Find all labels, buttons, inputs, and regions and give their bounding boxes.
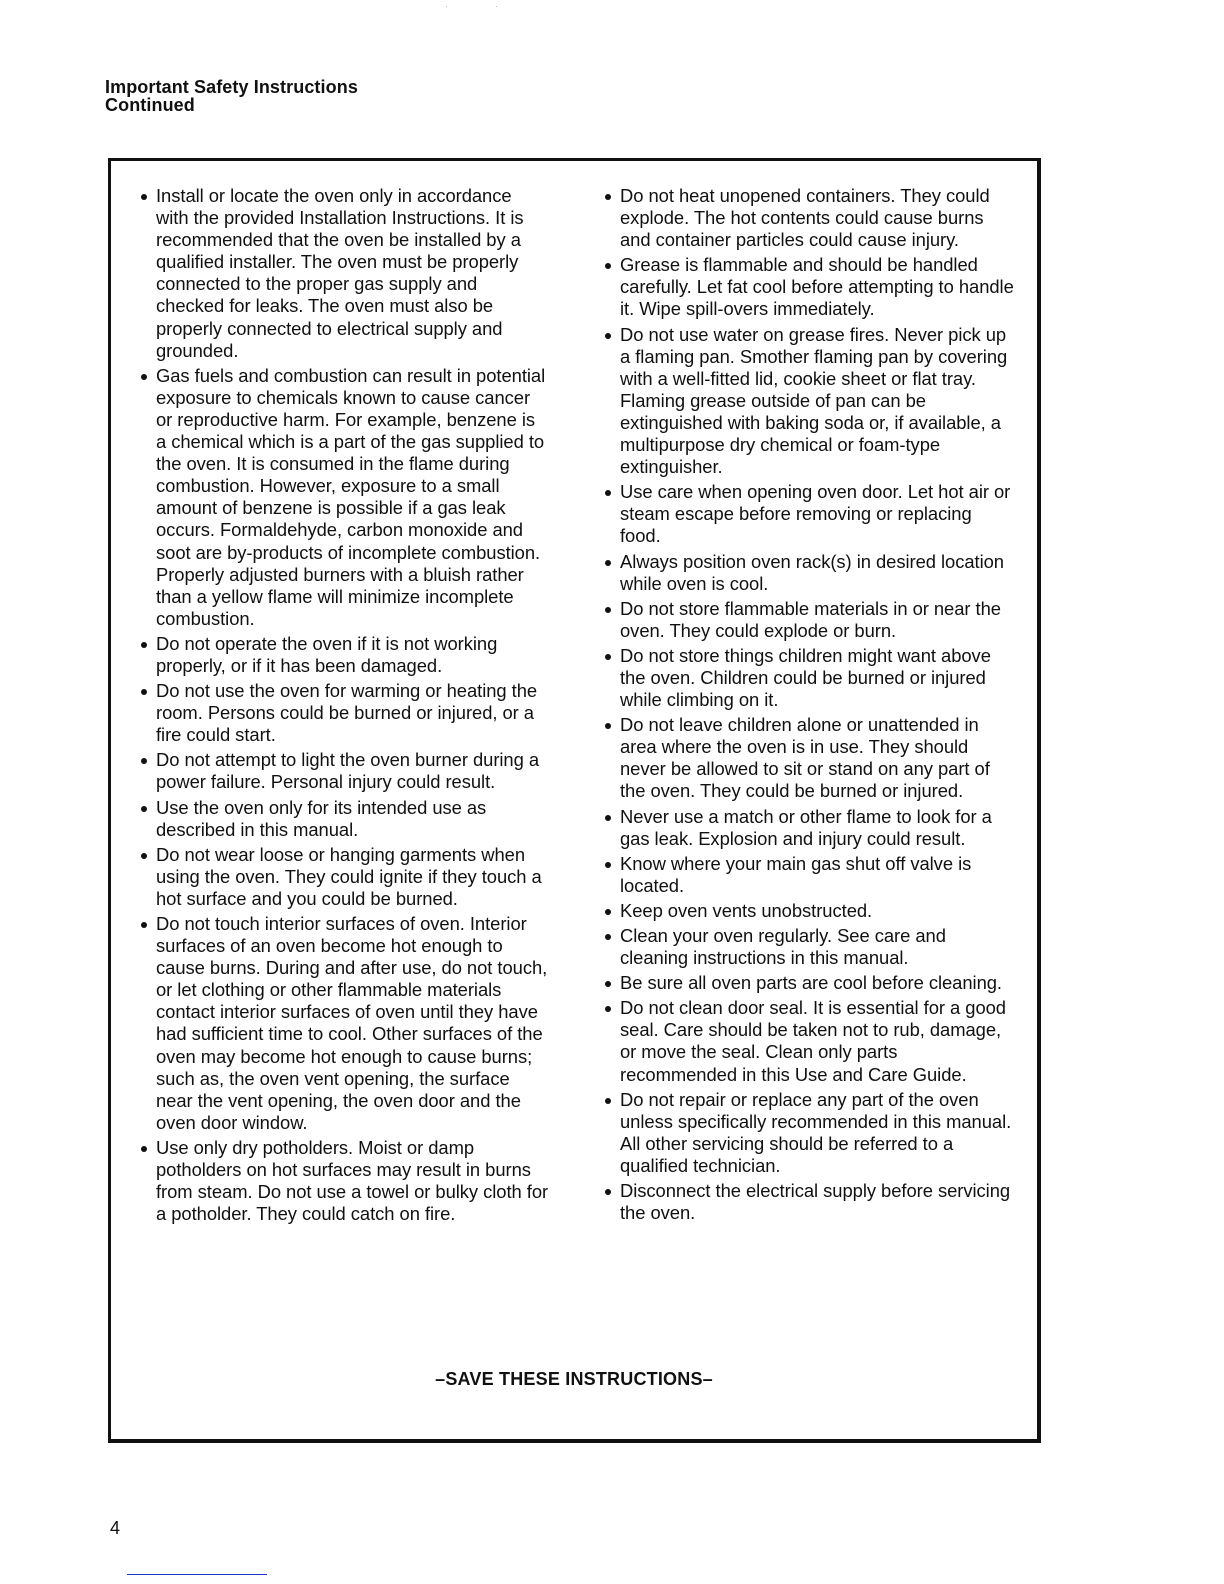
bullet-icon <box>605 862 611 868</box>
safety-bullet-item <box>603 714 1015 802</box>
bullet-icon <box>141 853 147 859</box>
scan-speck <box>446 6 447 7</box>
bullet-icon <box>141 758 147 764</box>
bullet-text: Grease is flammable and should be handled carefully. Let fat cool before attempting to handle it. Wipe spill-overs immediately. <box>620 254 1014 320</box>
bullet-text: Disconnect the electrical supply before servicing the oven. <box>620 1180 1011 1224</box>
safety-bullet-item <box>603 324 1015 479</box>
bullet-icon <box>605 194 611 200</box>
bullet-text: Clean your oven regularly. See care and cleaning instructions in this manual. <box>620 925 946 969</box>
safety-bullet-item <box>603 806 1015 850</box>
bullet-icon <box>605 654 611 660</box>
safety-bullet-item <box>603 925 1015 969</box>
safety-bullet-item <box>139 633 549 677</box>
page-header <box>105 78 358 114</box>
bullet-icon <box>605 1189 611 1195</box>
bullet-text: Do not store things children might want above the oven. Children could be burned or injured while climbing on it. <box>620 644 991 711</box>
safety-bullet-item <box>139 365 549 630</box>
safety-bullet-item <box>603 645 1015 711</box>
bullet-icon <box>605 1098 611 1104</box>
safety-bullet-item <box>139 844 549 910</box>
safety-bullet-item <box>603 551 1015 595</box>
bullet-text: Do not use the oven for warming or heating the room. Persons could be burned or injured, or a fire could start. <box>156 680 538 746</box>
bullet-text: Know where your main gas shut off valve is located. <box>620 852 972 896</box>
bullet-text: Do not repair or replace any part of the oven unless specifically recommended in this manual. All other servicing should be referred to a qualified technician. <box>620 1088 1012 1176</box>
bullet-text: Do not attempt to light the oven burner during a power failure. Personal injury could result. <box>156 749 540 793</box>
scan-speck <box>496 6 497 7</box>
safety-bullet-item <box>603 185 1015 251</box>
bullet-text: Do not use water on grease fires. Never pick up a flaming pan. Smother flaming pan by covering with a well-fitted lid, cookie sheet or flat tray. Flaming grease outside of pan can be extinguished with baking soda or, if available, a multipurpose dry chemical or foam-type extinguisher. <box>620 323 1008 478</box>
safety-bullet-item <box>603 972 1015 994</box>
safety-bullet-item <box>603 1180 1015 1224</box>
safety-bullet-item <box>139 749 549 793</box>
bullet-text: Be sure all oven parts are cool before cleaning. <box>620 972 1002 994</box>
bullet-text: Gas fuels and combustion can result in potential exposure to chemicals known to cause cancer or reproductive harm. For example, benzene is a chemical which is a part of the gas supplied to the oven. It is consumed in the flame during combustion. However, exposure to a small amount of benzene is possible if a gas leak occurs. Formaldehyde, carbon monoxide and soot are by-products of incomplete combustion. Properly adjusted burners with a bluish rather than a yellow flame will minimize incomplete combustion. <box>156 364 546 629</box>
left-column <box>139 185 549 1228</box>
safety-bullet-item <box>603 598 1015 642</box>
safety-bullet-item <box>603 900 1015 922</box>
safety-bullet-item <box>603 1089 1015 1177</box>
safety-bullet-item <box>603 481 1015 547</box>
bullet-text: Do not operate the oven if it is not working properly, or if it has been damaged. <box>156 632 498 676</box>
safety-bullet-item <box>139 185 549 362</box>
safety-bullet-item <box>603 997 1015 1085</box>
bullet-icon <box>605 560 611 566</box>
bullet-icon <box>141 922 147 928</box>
safety-bullet-item <box>603 254 1015 320</box>
bullet-text: Never use a match or other flame to look for a gas leak. Explosion and injury could result. <box>620 805 992 849</box>
section-title: Important Safety Instructions <box>105 77 358 97</box>
save-instructions-note: –SAVE THESE INSTRUCTIONS– <box>435 1369 713 1389</box>
bullet-text: Always position oven rack(s) in desired location while oven is cool. <box>620 550 1004 594</box>
safety-bullet-item <box>139 680 549 746</box>
bullet-text: Do not clean door seal. It is essential for a good seal. Care should be taken not to rub, damage, or move the seal. Clean only parts recommended in this Use and Care Guide. <box>620 997 1006 1085</box>
right-column <box>603 185 1015 1227</box>
bullet-text: Do not store flammable materials in or near the oven. They could explode or burn. <box>620 597 1001 641</box>
bullet-icon <box>605 909 611 915</box>
bullet-icon <box>141 689 147 695</box>
safety-bullet-item <box>139 913 549 1134</box>
section-subtitle: Continued <box>105 95 195 115</box>
bullet-icon <box>605 934 611 940</box>
safety-instructions-box <box>108 158 1041 1443</box>
bullet-icon <box>141 194 147 200</box>
bullet-icon <box>141 374 147 380</box>
link-underline[interactable] <box>127 1574 267 1575</box>
bullet-text: Do not leave children alone or unattended in area where the oven is in use. They should never be allowed to sit or stand on any part of the oven. They could be burned or injured. <box>620 714 990 802</box>
bullet-icon <box>141 642 147 648</box>
bullet-icon <box>605 981 611 987</box>
bullet-icon <box>605 1006 611 1012</box>
bullet-text: Install or locate the oven only in accordance with the provided Installation Instructions. It is recommended that the oven be installed by a qualified installer. The oven must be properly connected to the proper gas supply and checked for leaks. The oven must also be properly connected to electrical supply and grounded. <box>156 185 524 361</box>
safety-bullet-item <box>139 797 549 841</box>
bullet-text: Do not wear loose or hanging garments when using the oven. They could ignite if they touch a hot surface and you could be burned. <box>156 843 542 909</box>
page-number: 4 <box>110 1518 121 1538</box>
bullet-icon <box>605 333 611 339</box>
bullet-icon <box>141 806 147 812</box>
bullet-icon <box>605 263 611 269</box>
left-bullet-list <box>139 185 549 1225</box>
bullet-icon <box>605 607 611 613</box>
bullet-text: Do not touch interior surfaces of oven. Interior surfaces of an oven become hot enough to cause burns. During and after use, do not touch, or let clothing or other flammable materials contact interior surfaces of oven until they have had sufficient time to cool. Other surfaces of the oven may become hot enough to cause burns; such as, the oven vent opening, the surface near the vent opening, the oven door and the oven door window. <box>156 913 548 1133</box>
bullet-icon <box>605 815 611 821</box>
bullet-icon <box>605 723 611 729</box>
safety-bullet-item <box>603 853 1015 897</box>
bullet-text: Use only dry potholders. Moist or damp potholders on hot surfaces may result in burns from steam. Do not use a towel or bulky cloth for a potholder. They could catch on fire. <box>156 1136 549 1225</box>
right-bullet-list <box>603 185 1015 1224</box>
bullet-text: Do not heat unopened containers. They could explode. The hot contents could cause burns and container particles could cause injury. <box>620 185 990 251</box>
bullet-text: Use care when opening oven door. Let hot air or steam escape before removing or replacing food. <box>620 481 1011 547</box>
bullet-icon <box>141 1146 147 1152</box>
bullet-text: Keep oven vents unobstructed. <box>620 899 873 921</box>
bullet-icon <box>605 490 611 496</box>
bullet-text: Use the oven only for its intended use as described in this manual. <box>156 796 487 840</box>
safety-bullet-item <box>139 1137 549 1225</box>
